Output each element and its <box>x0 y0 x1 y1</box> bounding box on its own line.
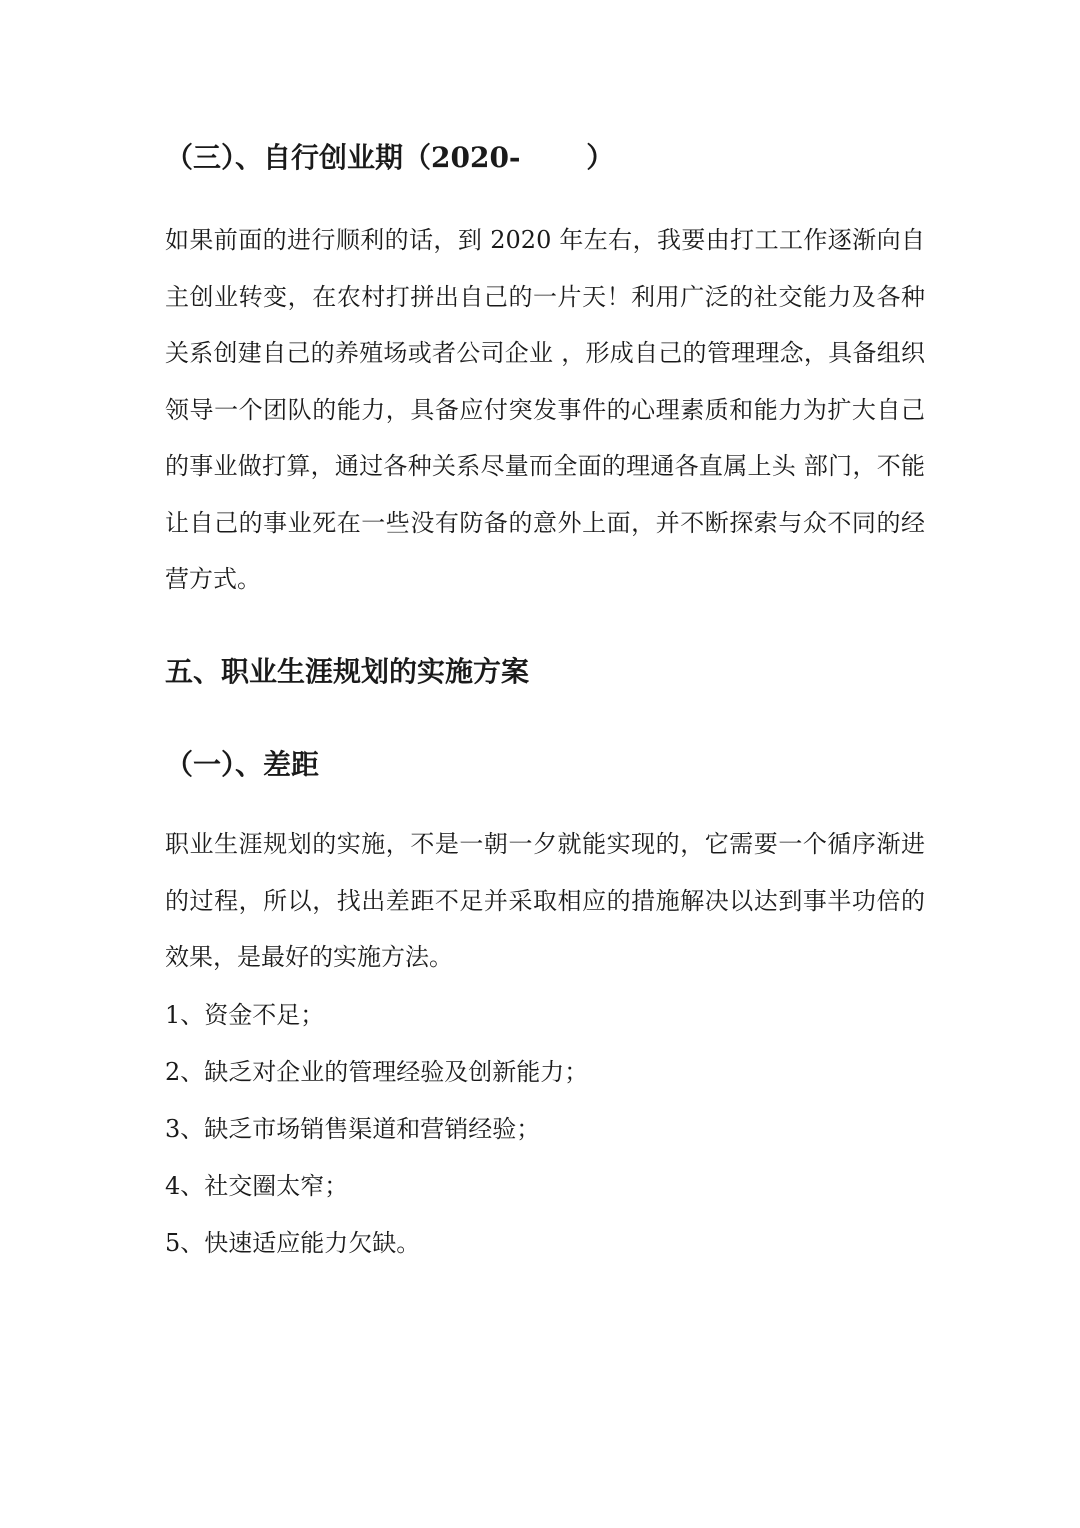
section-heading-implementation: 五、职业生涯规划的实施方案 <box>165 655 530 688</box>
gap-list <box>165 987 588 1272</box>
section-heading-gap: （一）、差距 <box>165 748 320 781</box>
self-employment-paragraph: 如果前面的进行顺利的话，到 2020 年左右，我要由打工工作逐渐向自主创业转变，在农村打拼出自己的一片天！利用广泛的社交能力及各种关系创建自己的养殖场或者公司企业 ，形成自己的管理理念，具备组织领导一个团队的能力，具备应付突发事件的心理素质和能力为扩大自己的事业做打算，通过各种关系尽量而全面的理通各直属上头 部门，不能让自己的事业死在一些没有防备的意外上面，并不断探索与众不同的经营方式。 <box>165 226 925 593</box>
list-item: 5、快速适应能力欠缺。 <box>165 1229 421 1257</box>
list-item: 2、缺乏对企业的管理经验及创新能力； <box>165 1058 589 1086</box>
section-heading-self-employment: （三）、自行创业期（2020- ） <box>165 141 615 174</box>
gap-paragraph: 职业生涯规划的实施，不是一朝一夕就能实现的，它需要一个循序渐进的过程，所以，找出差距不足并采取相应的措施解决以达到事半功倍的效果，是最好的实施方法。 <box>165 830 925 971</box>
list-item: 1、资金不足； <box>165 1001 325 1029</box>
list-item: 3、缺乏市场销售渠道和营销经验； <box>165 1115 541 1143</box>
list-item: 4、社交圈太窄； <box>165 1172 349 1200</box>
